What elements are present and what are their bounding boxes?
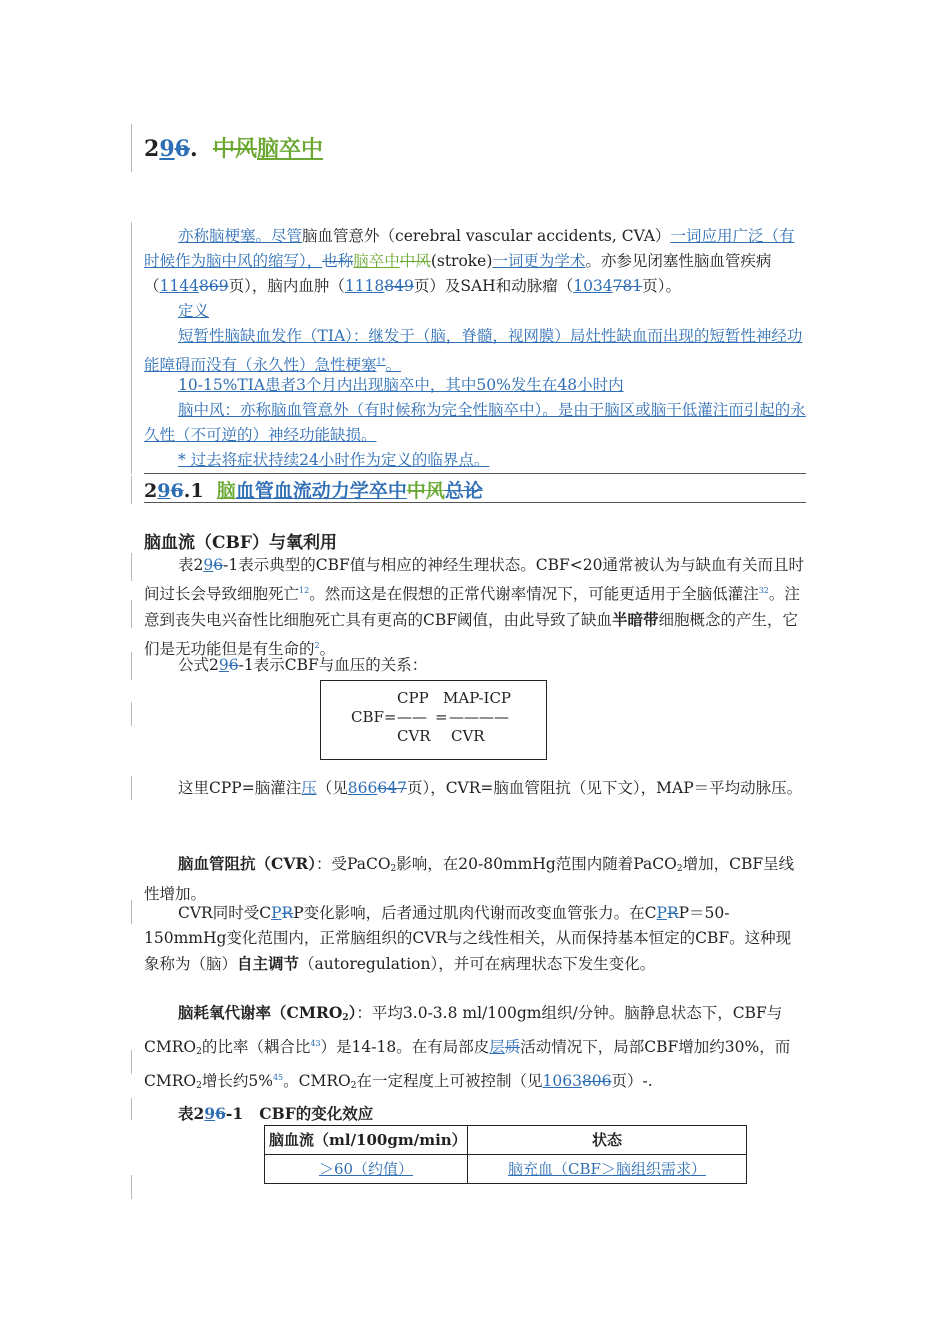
- text-run: CPP: [397, 689, 429, 707]
- text-run: 表2: [178, 556, 204, 574]
- change-bar: [131, 222, 132, 474]
- text-run: 849: [384, 277, 414, 295]
- page-ref-link[interactable]: 1118: [344, 277, 385, 295]
- page-ref-link[interactable]: 1144: [159, 277, 199, 295]
- text-run: CVR: [451, 727, 485, 745]
- text-run: 9: [157, 480, 171, 502]
- formula-explanation: [144, 776, 806, 801]
- text-run: MAP-ICP: [443, 689, 512, 707]
- text-run: R: [281, 904, 294, 922]
- text-run: 半暗带: [612, 610, 659, 629]
- change-bar: [131, 900, 132, 924]
- text-run: 一词应用广泛（有时候作为脑中风的缩写），: [144, 227, 795, 270]
- change-bar: [131, 1050, 132, 1074]
- text-run: 647: [377, 779, 407, 797]
- text-run: 6: [228, 656, 239, 674]
- text-run: -1 CBF的变化效应: [225, 1104, 374, 1123]
- change-bar: [131, 652, 132, 680]
- text-run: 中风: [212, 136, 257, 162]
- text-run: 短暂性脑缺血发作（TIA）：继发于（脑，脊髓，视网膜）局灶性缺血而出现的短暂性神经功能障碍而没有（永久性）急性梗塞: [144, 327, 803, 374]
- stroke-definition: 脑中风：亦称脑血管意外（有时候称为完全性脑卒中）。是由于脑区或脑干低灌注而引起的永久性（不可逆的）神经功能缺损。: [144, 401, 806, 444]
- text-run: 9: [203, 556, 214, 574]
- page-ref-link[interactable]: 1063: [542, 1072, 582, 1090]
- text-run: .1: [183, 480, 204, 502]
- text-run: 2: [144, 480, 158, 502]
- text-run: 血管血流动力学: [235, 480, 369, 502]
- text-run: ）: [348, 1003, 357, 1022]
- text-run: 。注意到丧失电兴奋性比细胞死亡具有更高的CBF阈值，由此导致了缺血: [144, 585, 800, 629]
- text-run: 总论: [444, 480, 483, 502]
- section-heading: [144, 473, 806, 503]
- text-run: ——: [397, 708, 427, 726]
- chapter-title: [144, 132, 323, 163]
- table-header-row: [265, 1126, 747, 1155]
- text-run: .: [189, 136, 198, 162]
- text-run: ：受PaCO: [316, 855, 391, 873]
- text-run: ————: [449, 708, 509, 726]
- text-run: P: [656, 904, 667, 922]
- text-run: 在一定程度上可被控制（见: [356, 1072, 543, 1090]
- change-bar: [131, 702, 132, 726]
- text-run: 脑: [216, 480, 236, 502]
- text-run: 脑卒中: [256, 136, 323, 162]
- text-run: 脑卒中: [353, 252, 400, 270]
- text-run: 6: [174, 136, 190, 162]
- page-ref-link[interactable]: 1034: [573, 277, 613, 295]
- page-ref-link[interactable]: 866: [347, 779, 378, 797]
- table-header-cell: 脑血流（ml/100gm/min）: [265, 1126, 468, 1155]
- text-run: 质: [504, 1038, 521, 1056]
- change-bar: [131, 600, 132, 628]
- text-run: 的比率（耦合比: [201, 1038, 311, 1056]
- text-run: 45: [272, 1073, 284, 1082]
- text-run: 。然而这是在假想的正常代谢率情况下，可能更适用于全脑低灌注: [309, 585, 759, 603]
- text-run: ：平均3.0-3.8 ml/100gm组织/分钟。脑静息状态下，CBF与CMRO: [144, 1004, 783, 1056]
- text-run: 2: [144, 136, 160, 162]
- text-run: R: [666, 904, 679, 922]
- text-run: 6: [215, 1104, 226, 1123]
- text-run: 中风: [399, 252, 431, 270]
- cbf-paragraph: [144, 553, 806, 662]
- text-run: 。: [385, 356, 402, 374]
- text-run: 表2: [178, 1104, 205, 1123]
- table-cell: 脑充血（CBF＞脑组织需求）: [468, 1155, 747, 1184]
- text-run: 卒中: [368, 480, 407, 502]
- text-run: 。: [319, 640, 336, 658]
- change-bar: [131, 124, 132, 172]
- text-run: -1表示典型的CBF值与相应的神经生理状态。CBF<20通常被认为与缺血有关而且时间过长会导致细胞死亡: [144, 556, 804, 603]
- text-run: 活动情况下，局部CBF增加约30%，而CMRO: [144, 1038, 791, 1090]
- text-run: 2: [676, 864, 683, 874]
- tia-definition: [144, 324, 806, 378]
- text-run: 自主调节: [237, 954, 300, 973]
- text-run: P变化影响，后者通过肌肉代谢而改变血管张力。在C: [293, 904, 657, 922]
- text-run: CBF=: [351, 708, 397, 726]
- text-run: 9: [159, 136, 175, 162]
- text-run: 806: [581, 1072, 612, 1090]
- text-run: 一词更为学术: [492, 252, 586, 270]
- table-row: [265, 1155, 747, 1184]
- text-run: 脑耗氧代谢率（CMRO: [178, 1003, 343, 1022]
- text-run: 12: [299, 586, 310, 595]
- text-run: 层: [489, 1038, 505, 1056]
- text-run: （autoregulation），并可在病理状态下发生变化。: [299, 955, 656, 973]
- change-bar: [131, 476, 132, 504]
- text-run: 2: [196, 1047, 202, 1057]
- text-run: ）是14-18。在有局部皮: [320, 1038, 490, 1056]
- table-cell: ＞60（约值）: [265, 1155, 468, 1184]
- cvr-autoregulation-paragraph: [144, 901, 806, 977]
- text-run: 1*: [376, 357, 386, 366]
- text-run: 43: [310, 1039, 321, 1048]
- intro-paragraph: [144, 224, 806, 299]
- footnote: * 过去将症状持续24小时作为定义的临界点。: [178, 451, 490, 469]
- text-run: =: [435, 708, 448, 726]
- text-run: 影响，在20-80mmHg范围内随着PaCO: [396, 855, 677, 873]
- text-run: 页）。: [642, 277, 682, 295]
- change-bar: [131, 1098, 132, 1120]
- table-caption: [178, 1102, 373, 1124]
- cbf-effects-table: [264, 1125, 747, 1184]
- text-run: 9: [204, 1104, 216, 1123]
- tia-statistic: 10-15%TIA患者3个月内出现脑卒中，其中50%发生在48小时内: [178, 376, 624, 394]
- definition-label: 定义: [178, 302, 210, 320]
- text-run: 页）-.: [611, 1072, 653, 1090]
- text-run: 6: [213, 556, 224, 574]
- text-run: 869: [198, 277, 229, 295]
- text-run: （见: [316, 779, 348, 797]
- change-bar: [131, 776, 132, 800]
- text-run: (stroke): [430, 252, 493, 270]
- text-run: 。亦参见闭塞性脑血管疾病（: [144, 252, 772, 295]
- text-run: 9: [218, 656, 229, 674]
- text-run: 2: [350, 1081, 357, 1091]
- cbf-heading: 脑血流（CBF）与氧利用: [144, 533, 337, 553]
- text-run: 2: [196, 1081, 202, 1091]
- text-run: 页），CVR=脑血管阻抗（见下文），MAP＝平均动脉压。: [406, 779, 803, 797]
- formula-intro: [144, 653, 806, 678]
- text-run: 也称: [322, 252, 354, 270]
- text-run: 细胞概念的产生，它们是无功能但是有生命的: [144, 611, 799, 658]
- cvr-paragraph: [144, 851, 806, 907]
- text-run: CVR同时受C: [178, 904, 272, 922]
- text-run: 2: [342, 1013, 349, 1023]
- text-run: 6: [170, 480, 184, 502]
- text-run: 压: [301, 779, 317, 797]
- text-run: 781: [612, 277, 643, 295]
- cmro2-paragraph: [144, 1000, 806, 1099]
- text-run: 。CMRO: [283, 1072, 351, 1090]
- text-run: 增加，CBF呈线性增加。: [144, 855, 795, 903]
- table-header-cell: 状态: [468, 1126, 747, 1155]
- text-run: 脑血管阻抗（CVR）: [178, 854, 316, 873]
- text-run: 增长约5%: [201, 1072, 273, 1090]
- text-run: 脑血管意外（cerebral vascular accidents, CVA）: [302, 227, 671, 245]
- change-bar: [131, 553, 132, 581]
- text-run: P: [271, 904, 282, 922]
- cbf-formula-box: [320, 680, 547, 760]
- text-run: -1表示CBF与血压的关系：: [238, 656, 428, 674]
- text-run: 页）及SAH和动脉瘤（: [413, 277, 574, 295]
- text-run: 中风: [406, 480, 445, 502]
- change-bar: [131, 1175, 132, 1199]
- text-run: 32: [758, 586, 769, 595]
- text-run: CVR: [397, 727, 431, 745]
- text-run: 这里CPP=脑灌注: [178, 779, 302, 797]
- text-run: 页），脑内血肿（: [228, 277, 345, 295]
- text-run: P＝50-150mmHg变化范围内，正常脑组织的CVR与之线性相关，从而保持基本恒定的CBF。这种现象称为（脑）: [144, 904, 792, 973]
- text-run: 公式2: [178, 656, 219, 674]
- text-run: 亦称脑梗塞。尽管: [178, 227, 303, 245]
- text-run: 2: [314, 641, 320, 650]
- text-run: 2: [390, 864, 397, 874]
